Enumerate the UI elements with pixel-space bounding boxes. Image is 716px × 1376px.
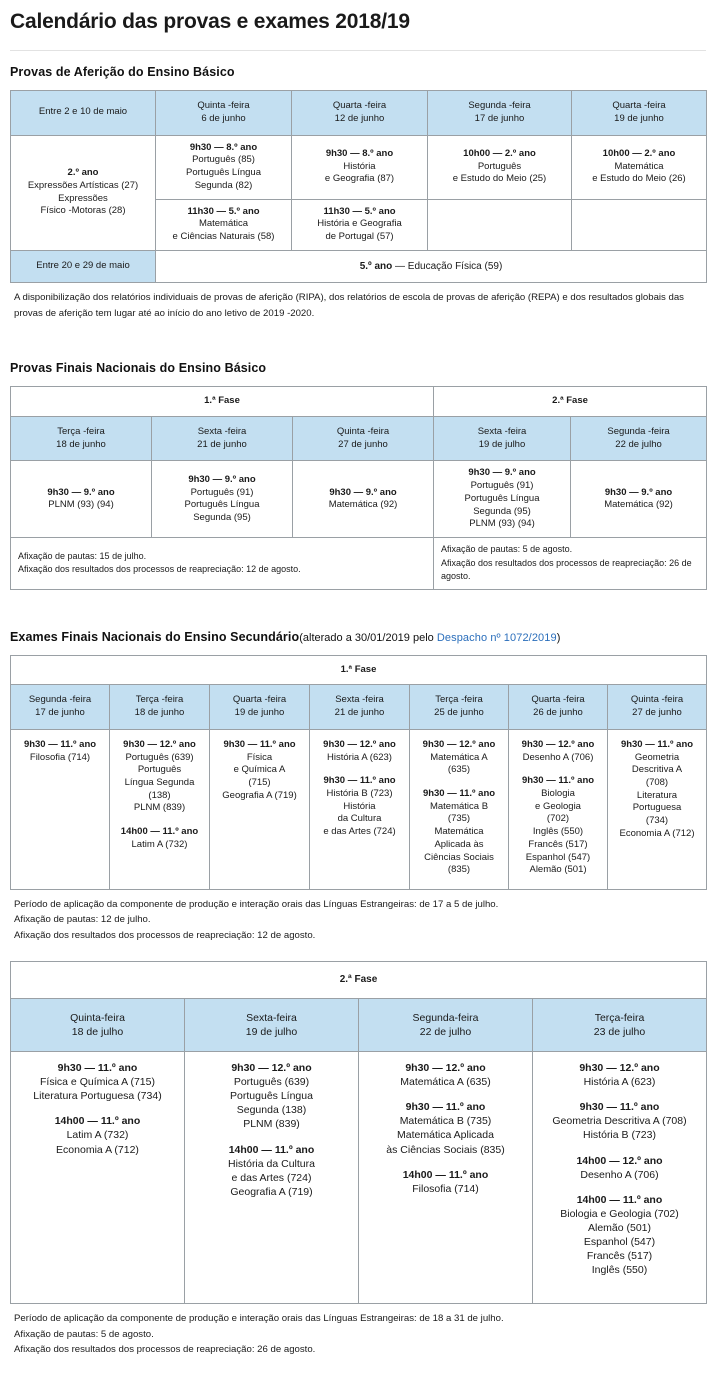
cell-empty bbox=[572, 199, 707, 250]
cell-exam-day-6 bbox=[608, 729, 707, 889]
cell-subject-label: — Educação Física (59) bbox=[392, 260, 503, 272]
table-row bbox=[11, 729, 707, 889]
table-row bbox=[11, 416, 707, 461]
cell-subjects: Latim A (732) Economia A (712) bbox=[56, 1129, 139, 1156]
table-row bbox=[11, 387, 707, 417]
cell-subjects: Geometria Descritiva A (708) Literatura Portuguesa (734) Economia A (712) bbox=[619, 751, 695, 839]
cell-subjects: História da Cultura e das Artes (724) Geografia A (719) bbox=[228, 1157, 315, 1198]
col-header-3: Sexta -feira 21 de junho bbox=[310, 685, 410, 730]
cell-exam-2 bbox=[293, 461, 434, 538]
exam-group bbox=[114, 739, 205, 815]
cell-subjects: Matemática B (735) Matemática Aplicada às Ciências Sociais (835) bbox=[386, 1115, 505, 1156]
table-row bbox=[11, 135, 707, 199]
cell-subjects: História A (623) bbox=[583, 1076, 656, 1089]
exam-group bbox=[314, 739, 405, 764]
cell-subjects: Matemática A (635) bbox=[400, 1076, 491, 1089]
table-exames-secundario-fase1 bbox=[10, 655, 707, 890]
col-header-4: Quarta -feira 19 de junho bbox=[572, 91, 707, 136]
cell-exam-3 bbox=[434, 461, 571, 538]
cell-time-label: 9h30 — 9.º ano bbox=[47, 486, 115, 498]
section-heading-finais-basico: Provas Finais Nacionais do Ensino Básico bbox=[10, 361, 267, 376]
cell-exam-day-3 bbox=[533, 1052, 707, 1304]
cell-time-label: 9h30 — 8.º ano bbox=[189, 141, 258, 153]
cell-8ano-historia bbox=[292, 135, 428, 199]
cell-time-label: 9h30 — 12.º ano bbox=[123, 738, 196, 750]
cell-time-label: 9h30 — 12.º ano bbox=[521, 738, 595, 750]
col-header-2: Quarta -feira 19 de junho bbox=[210, 685, 310, 730]
table-row bbox=[11, 685, 707, 730]
table-row bbox=[11, 962, 707, 998]
notes-phase-1: Afixação de pautas: 15 de julho. Afixação dos resultados dos processos de reapreciação: 12 de agosto. bbox=[11, 538, 434, 590]
cell-subjects: Português (639) Português Língua Segunda (138) PLNM (839) bbox=[230, 1076, 313, 1131]
table-provas-finais-basico bbox=[10, 386, 707, 589]
cell-subjects: Geometria Descritiva A (708) História B (723) bbox=[552, 1115, 687, 1142]
cell-subjects: PLNM (93) (94) bbox=[48, 499, 114, 511]
col-header-3: Sexta -feira 19 de julho bbox=[434, 416, 571, 461]
table-row bbox=[11, 461, 707, 538]
cell-time-label: 9h30 — 11.º ano bbox=[620, 738, 694, 750]
col-header-2: Quinta -feira 27 de junho bbox=[293, 416, 434, 461]
table-row bbox=[11, 538, 707, 590]
cell-exam-day-3 bbox=[310, 729, 410, 889]
cell-subjects: Biologia e Geologia (702) Alemão (501) Espanhol (547) Francês (517) Inglês (550) bbox=[560, 1207, 679, 1276]
cell-time-label: 9h30 — 12.º ano bbox=[579, 1062, 660, 1075]
cell-time-label: 2.º ano bbox=[67, 167, 99, 179]
cell-subjects: História B (723) História da Cultura e das Artes (724) bbox=[323, 788, 396, 838]
cell-time-label: 9h30 — 8.º ano bbox=[325, 147, 394, 159]
cell-subjects: Filosofia (714) bbox=[412, 1182, 479, 1195]
cell-5ano-matematica bbox=[156, 199, 292, 250]
exam-group bbox=[612, 739, 702, 841]
cell-time-label: 9h30 — 11.º ano bbox=[405, 1101, 486, 1114]
exam-group bbox=[513, 739, 603, 764]
section-heading-secundario bbox=[10, 630, 706, 644]
table-row bbox=[11, 655, 707, 685]
page-title: Calendário das provas e exames 2018/19 bbox=[10, 10, 410, 33]
cell-educacao-fisica bbox=[156, 250, 707, 282]
table-row bbox=[11, 250, 707, 282]
cell-2ano-portugues bbox=[428, 135, 572, 199]
cell-time-label: 14h00 — 11.º ano bbox=[228, 1143, 315, 1156]
col-header-3: Terça-feira 23 de julho bbox=[533, 998, 707, 1051]
col-header-2: Segunda-feira 22 de julho bbox=[359, 998, 533, 1051]
exam-group bbox=[189, 1143, 354, 1199]
note-text: Período de aplicação da componente de produção e interação orais das Línguas Estrangeiras: de 18 a 31 de julho. Afixação de pautas: 5 de agosto. Afixação dos resultados dos processos de reapreciação: 26 de agosto. bbox=[14, 1313, 504, 1356]
cell-2ano-expressoes bbox=[11, 135, 156, 250]
exam-group bbox=[537, 1100, 702, 1142]
table-row bbox=[11, 91, 707, 136]
cell-subjects: Latim A (732) bbox=[131, 838, 188, 850]
note-text: A disponibilização dos relatórios individuais de provas de aferição (RIPA), dos relatórios de escola de provas de aferição (REPA) e dos resultados globais das provas de aferição tem lugar até ao início do ano letivo de 2019 -2020. bbox=[14, 292, 684, 319]
cell-subjects: Português (91) Português Língua Segunda (95) PLNM (93) (94) bbox=[464, 480, 540, 530]
cell-subjects: Matemática e Estudo do Meio (26) bbox=[592, 160, 686, 185]
cell-time-label: 9h30 — 11.º ano bbox=[23, 738, 97, 750]
cell-subjects: Física e Química A (715) Geografia A (719) bbox=[222, 751, 297, 801]
cell-subjects: Desenho A (706) bbox=[580, 1168, 659, 1181]
cell-time-label: 9h30 — 11.º ano bbox=[323, 775, 396, 787]
section-heading-afericao: Provas de Aferição do Ensino Básico bbox=[10, 65, 235, 79]
cell-time-label: 9h30 — 12.º ano bbox=[323, 738, 396, 750]
cell-subjects: Expressões Artísticas (27) Expressões Físico -Motoras (28) bbox=[27, 179, 139, 217]
cell-time-label: 9h30 — 9.º ano bbox=[604, 486, 673, 498]
cell-exam-day-0 bbox=[11, 729, 110, 889]
cell-time-label: 9h30 — 11.º ano bbox=[422, 788, 496, 800]
exam-group bbox=[414, 788, 504, 877]
table-provas-afericao bbox=[10, 90, 707, 283]
exam-group bbox=[363, 1100, 528, 1156]
phase-label-1: 1.ª Fase bbox=[11, 655, 707, 685]
col-header-1: Quinta -feira 6 de junho bbox=[156, 91, 292, 136]
col-header-0: Quinta-feira 18 de julho bbox=[11, 998, 185, 1051]
cell-time-label: 11h30 — 5.º ano bbox=[323, 205, 396, 217]
col-header-2: Quarta -feira 12 de junho bbox=[292, 91, 428, 136]
phase-label-1: 1.ª Fase bbox=[11, 387, 434, 417]
cell-time-label: 9h30 — 12.º ano bbox=[422, 738, 496, 750]
cell-time-label: 9h30 — 12.º ano bbox=[231, 1062, 312, 1075]
cell-exam-1 bbox=[152, 461, 293, 538]
cell-exam-0 bbox=[11, 461, 152, 538]
col-header-6: Quinta -feira 27 de junho bbox=[608, 685, 707, 730]
phase-label-2: 2.ª Fase bbox=[434, 387, 707, 417]
cell-subjects: Física e Química A (715) Literatura Portuguesa (734) bbox=[33, 1076, 162, 1103]
phase-label-2: 2.ª Fase bbox=[11, 962, 707, 998]
section-heading-note-pre: (alterado a 30/01/2019 pelo bbox=[299, 631, 437, 644]
col-header-1: Terça -feira 18 de junho bbox=[110, 685, 210, 730]
cell-subjects: Desenho A (706) bbox=[522, 751, 594, 763]
col-header-0: Entre 2 e 10 de maio bbox=[11, 91, 156, 136]
spacer bbox=[10, 321, 706, 361]
exam-group bbox=[537, 1154, 702, 1182]
cell-time-label: 14h00 — 11.º ano bbox=[402, 1168, 489, 1181]
cell-subjects: Biologia e Geologia (702) Inglês (550) Francês (517) Espanhol (547) Alemão (501) bbox=[525, 788, 591, 876]
note-afericao bbox=[10, 290, 706, 321]
table-row bbox=[11, 1052, 707, 1304]
cell-subjects: Português (85) Português Língua Segunda (82) bbox=[185, 154, 261, 191]
row-header-entre-20-29-maio: Entre 20 e 29 de maio bbox=[11, 250, 156, 282]
cell-time-label: 11h30 — 5.º ano bbox=[187, 205, 260, 217]
spacer bbox=[10, 943, 706, 961]
exam-group bbox=[363, 1168, 528, 1196]
exam-group bbox=[15, 1061, 180, 1103]
col-header-0: Terça -feira 18 de junho bbox=[11, 416, 152, 461]
cell-subjects: Português e Estudo do Meio (25) bbox=[452, 160, 547, 185]
exam-group bbox=[15, 739, 105, 764]
cell-time-label: 9h30 — 12.º ano bbox=[405, 1062, 486, 1075]
cell-year-label: 5.º ano bbox=[359, 260, 393, 272]
col-header-1: Sexta -feira 21 de junho bbox=[152, 416, 293, 461]
cell-subjects: Português (639) Português Língua Segunda (138) PLNM (839) bbox=[124, 751, 195, 814]
cell-exam-day-2 bbox=[359, 1052, 533, 1304]
cell-time-label: 9h30 — 11.º ano bbox=[521, 775, 595, 787]
cell-time-label: 14h00 — 12.º ano bbox=[576, 1154, 663, 1167]
note-text: Período de aplicação da componente de produção e interação orais das Línguas Estrangeiras: de 17 a 5 de julho. Afixação de pautas: 12 de julho. Afixação dos resultados dos processos de reapreciação: 12 de agosto. bbox=[14, 898, 499, 941]
cell-time-label: 14h00 — 11.º ano bbox=[576, 1193, 663, 1206]
note-secundario-fase2 bbox=[10, 1311, 706, 1358]
cell-exam-day-0 bbox=[11, 1052, 185, 1304]
table-row bbox=[11, 998, 707, 1051]
cell-time-label: 9h30 — 11.º ano bbox=[579, 1101, 660, 1114]
col-header-0: Segunda -feira 17 de junho bbox=[11, 685, 110, 730]
exam-group bbox=[15, 1114, 180, 1156]
cell-exam-day-1 bbox=[185, 1052, 359, 1304]
cell-time-label: 10h00 — 2.º ano bbox=[463, 147, 536, 159]
exam-group bbox=[537, 1193, 702, 1277]
cell-exam-day-4 bbox=[410, 729, 509, 889]
cell-subjects: Filosofia (714) bbox=[29, 751, 91, 763]
cell-subjects: Matemática e Ciências Naturais (58) bbox=[172, 218, 275, 242]
col-header-1: Sexta-feira 19 de julho bbox=[185, 998, 359, 1051]
exam-group bbox=[414, 739, 504, 777]
cell-time-label: 14h00 — 11.º ano bbox=[120, 826, 199, 838]
col-header-3: Segunda -feira 17 de junho bbox=[428, 91, 572, 136]
exam-group bbox=[363, 1061, 528, 1089]
cell-subjects: Matemática (92) bbox=[604, 499, 673, 511]
cell-exam-4 bbox=[571, 461, 707, 538]
note-secundario-fase1 bbox=[10, 897, 706, 944]
exam-group bbox=[189, 1061, 354, 1131]
table-exames-secundario-fase2 bbox=[10, 961, 707, 1304]
cell-8ano-portugues bbox=[156, 135, 292, 199]
cell-time-label: 14h00 — 11.º ano bbox=[54, 1115, 141, 1128]
cell-time-label: 9h30 — 9.º ano bbox=[329, 486, 397, 498]
cell-subjects: Português (91) Português Língua Segunda (95) bbox=[184, 486, 260, 523]
cell-exam-day-5 bbox=[509, 729, 608, 889]
section-heading-note-post: ) bbox=[556, 631, 561, 644]
cell-time-label: 9h30 — 11.º ano bbox=[223, 738, 296, 750]
cell-subjects: História e Geografia de Portugal (57) bbox=[317, 218, 402, 242]
col-header-5: Quarta -feira 26 de junho bbox=[509, 685, 608, 730]
cell-time-label: 9h30 — 11.º ano bbox=[57, 1062, 138, 1075]
exam-group bbox=[513, 775, 603, 877]
despacho-link[interactable]: Despacho nº 1072/2019 bbox=[436, 631, 557, 644]
section-heading-main: Exames Finais Nacionais do Ensino Secundário bbox=[10, 629, 300, 644]
cell-subjects: História e Geografia (87) bbox=[324, 160, 395, 185]
notes-phase-2: Afixação de pautas: 5 de agosto. Afixação dos resultados dos processos de reapreciação: 26 de agosto. bbox=[434, 538, 707, 590]
title-divider bbox=[10, 50, 706, 51]
exam-group bbox=[114, 826, 205, 851]
spacer bbox=[10, 590, 706, 630]
calendar-page bbox=[0, 10, 716, 1376]
cell-subjects: História A (623) bbox=[327, 751, 392, 763]
cell-time-label: 10h00 — 2.º ano bbox=[602, 147, 676, 159]
col-header-4: Terça -feira 25 de junho bbox=[410, 685, 509, 730]
cell-2ano-matematica bbox=[572, 135, 707, 199]
cell-time-label: 9h30 — 9.º ano bbox=[188, 473, 256, 485]
cell-subjects: Matemática (92) bbox=[328, 499, 398, 511]
cell-empty bbox=[428, 199, 572, 250]
cell-exam-day-1 bbox=[110, 729, 210, 889]
cell-time-label: 9h30 — 9.º ano bbox=[468, 467, 536, 479]
exam-group bbox=[214, 739, 305, 803]
cell-5ano-historia bbox=[292, 199, 428, 250]
cell-subjects: Matemática A (635) bbox=[430, 751, 488, 776]
exam-group bbox=[537, 1061, 702, 1089]
cell-subjects: Matemática B (735) Matemática Aplicada às Ciências Sociais (835) bbox=[424, 800, 494, 876]
exam-group bbox=[314, 775, 405, 839]
col-header-4: Segunda -feira 22 de julho bbox=[571, 416, 707, 461]
cell-exam-day-2 bbox=[210, 729, 310, 889]
